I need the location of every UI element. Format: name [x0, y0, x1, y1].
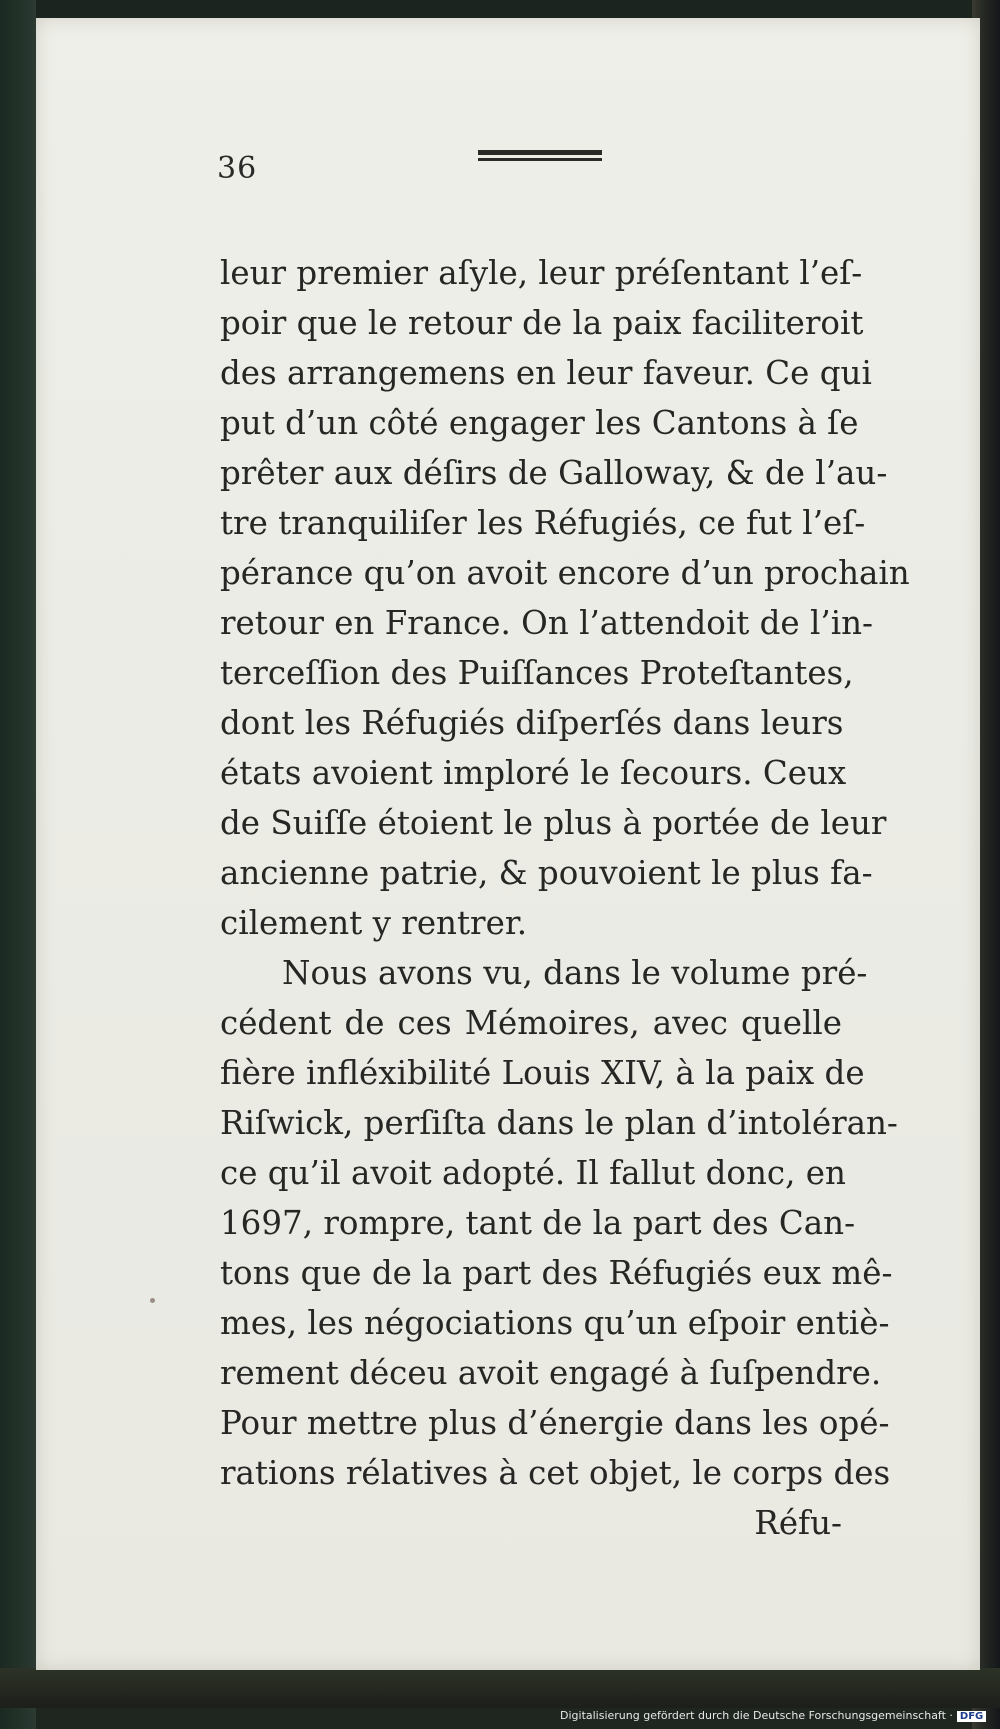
dfg-logo: DFG [957, 1711, 986, 1722]
text-line: Riſwick, perſiſta dans le plan d’intoléran- [220, 1104, 898, 1142]
text-line: put d’un côté engager les Cantons à ſe [220, 404, 859, 442]
text-line: retour en France. On l’attendoit de l’in- [220, 604, 874, 642]
scan-border-left [0, 0, 36, 1729]
text-line: pérance qu’on avoit encore d’un prochain [220, 554, 910, 592]
text-line: cédent de ces Mémoires, avec quelle [220, 1004, 842, 1042]
credit-text: Digitalisierung gefördert durch die Deutsche Forschungsgemeinschaft · [560, 1709, 953, 1722]
text-line: ce qu’il avoit adopté. Il fallut donc, en [220, 1154, 846, 1192]
text-line: tre tranquiliſer les Réfugiés, ce fut l’eſ- [220, 504, 866, 542]
header-rule-ornament [478, 150, 602, 162]
text-line: ancienne patrie, & pouvoient le plus fa- [220, 854, 873, 892]
text-line: rement déceu avoit engagé à ſuſpendre. [220, 1354, 882, 1392]
text-line: prêter aux déſirs de Galloway, & de l’au- [220, 454, 888, 492]
text-line: tons que de la part des Réfugiés eux mê- [220, 1254, 893, 1292]
text-line: poir que le retour de la paix faciliteroit [220, 304, 864, 342]
text-line: des arrangemens en leur faveur. Ce qui [220, 354, 872, 392]
header-rule-thin [478, 158, 602, 161]
text-line: mes, les négociations qu’un eſpoir entiè- [220, 1304, 890, 1342]
body-text [220, 248, 910, 1548]
text-line: terceſſion des Puiſſances Proteſtantes, [220, 654, 854, 692]
scan-border-bottom [0, 1668, 1000, 1708]
text-line: rations rélatives à cet objet, le corps des [220, 1454, 891, 1492]
text-line: fière infléxibilité Louis XIV, à la paix de [220, 1054, 865, 1092]
scan-border-top [0, 0, 1000, 18]
text-line: 1697, rompre, tant de la part des Can- [220, 1204, 856, 1242]
text-line-paragraph-start: Nous avons vu, dans le volume pré- [282, 954, 868, 992]
paper-speck [150, 1298, 155, 1303]
text-line: cilement y rentrer. [220, 904, 528, 942]
digitization-credit [560, 1709, 986, 1722]
page-number: 36 [217, 151, 258, 186]
text-line: Pour mettre plus d’énergie dans les opé- [220, 1404, 890, 1442]
text-line: de Suiſſe étoient le plus à portée de leur [220, 804, 887, 842]
header-rule-thick [478, 150, 602, 155]
text-line: dont les Réfugiés diſperſés dans leurs [220, 704, 844, 742]
text-line: leur premier aſyle, leur préſentant l’eſ- [220, 254, 863, 292]
text-line: états avoient imploré le ſecours. Ceux [220, 754, 847, 792]
catchword: Réfu- [754, 1504, 842, 1542]
